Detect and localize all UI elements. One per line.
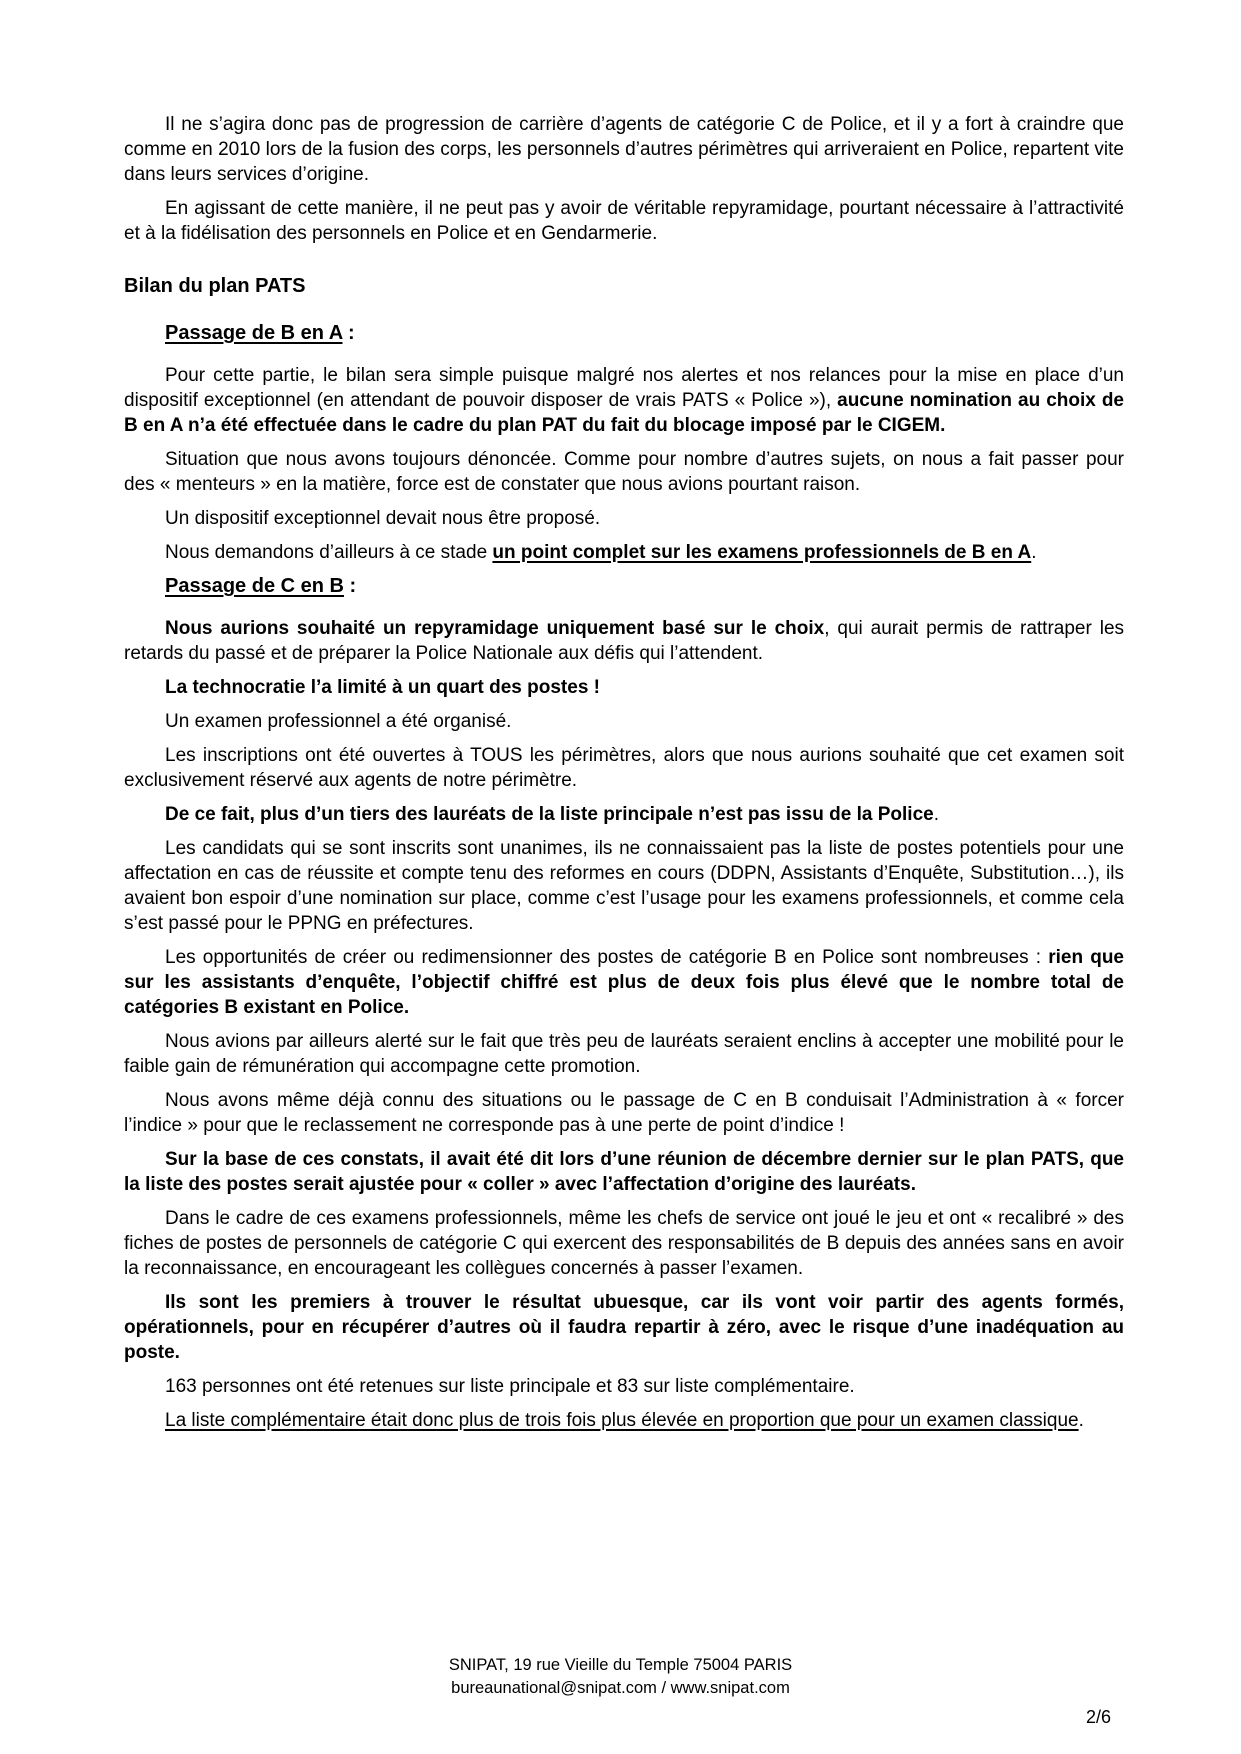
text-run: . bbox=[933, 804, 940, 825]
page-number: 2/6 bbox=[1085, 1707, 1111, 1727]
text-run: un point complet sur les examens professionnels de B en A bbox=[492, 542, 1032, 563]
paragraph bbox=[124, 1088, 1124, 1138]
paragraph bbox=[124, 743, 1124, 793]
text-run: En agissant de cette manière, il ne peut pas y avoir de véritable repyramidage, pourtant nécessaire à l’attractivité et à la fidélisation des personnels en Police et en Gendarmerie. bbox=[124, 198, 1124, 244]
text-run: : bbox=[343, 575, 357, 597]
text-run: Pour cette partie, le bilan sera simple puisque malgré nos alertes et nos relances pour la mise en place d’un dispositif exceptionnel (en attendant de pouvoir disposer de vrais PATS « Police »), bbox=[124, 365, 1124, 411]
page-footer bbox=[0, 1654, 1241, 1700]
paragraph bbox=[124, 112, 1124, 187]
paragraph bbox=[124, 802, 1124, 827]
text-run: . bbox=[1031, 542, 1037, 563]
paragraph bbox=[124, 447, 1124, 497]
sub-heading bbox=[124, 321, 1124, 346]
text-run: Nous avions par ailleurs alerté sur le fait que très peu de lauréats seraient enclins à accepter une mobilité pour le faible gain de rémunération qui accompagne cette promotion. bbox=[124, 1031, 1124, 1077]
paragraph bbox=[124, 675, 1124, 700]
text-run: Un examen professionnel a été organisé. bbox=[165, 711, 512, 732]
text-run: Nous demandons d’ailleurs à ce stade bbox=[165, 542, 493, 563]
text-run: Les inscriptions ont été ouvertes à TOUS les périmètres, alors que nous aurions souhaité que cet examen soit exclusivement réservé aux agents de notre périmètre. bbox=[124, 745, 1124, 791]
paragraph bbox=[124, 506, 1124, 531]
text-run: Passage de C en B bbox=[165, 575, 344, 597]
text-run: Sur la base de ces constats, il avait été dit lors d’une réunion de décembre dernier sur le plan PATS, que la liste des postes serait ajustée pour « coller » avec l’affectation d’origine des lauréats. bbox=[124, 1149, 1124, 1195]
paragraph bbox=[124, 196, 1124, 246]
text-run: aucune nomination au choix de B en A n’a été effectuée dans le cadre du plan PAT du fait du blocage imposé par le CIGEM. bbox=[124, 390, 1124, 436]
text-run: . bbox=[1078, 1410, 1084, 1431]
paragraph bbox=[124, 836, 1124, 936]
text-run: Bilan du plan PATS bbox=[124, 275, 306, 297]
paragraph bbox=[124, 1374, 1124, 1399]
footer-contact: bureaunational@snipat.com / www.snipat.com bbox=[451, 1679, 790, 1697]
text-run: rien que sur les assistants d’enquête, l’objectif chiffré est plus de deux fois plus élevé que le nombre total de catégories B existant en Police. bbox=[124, 947, 1124, 1018]
text-run: La technocratie l’a limité à un quart des postes ! bbox=[165, 677, 600, 698]
section-heading bbox=[124, 274, 1124, 299]
paragraph bbox=[124, 1147, 1124, 1197]
footer-address: SNIPAT, 19 rue Vieille du Temple 75004 PARIS bbox=[448, 1656, 793, 1674]
text-run: Un dispositif exceptionnel devait nous être proposé. bbox=[165, 508, 601, 529]
text-run: La liste complémentaire était donc plus de trois fois plus élevée en proportion que pour un examen classique bbox=[165, 1410, 1079, 1431]
text-run: Passage de B en A bbox=[165, 322, 343, 344]
paragraph bbox=[124, 945, 1124, 1020]
paragraph bbox=[124, 540, 1124, 565]
text-run: , qui aurait permis de rattraper les retards du passé et de préparer la Police Nationale aux défis qui l’attendent. bbox=[124, 618, 1125, 664]
text-run: De ce fait, plus d’un tiers des lauréats de la liste principale n’est pas issu de la Police bbox=[165, 804, 934, 825]
text-run: 163 personnes ont été retenues sur liste principale et 83 sur liste complémentaire. bbox=[165, 1376, 855, 1397]
text-run: Situation que nous avons toujours dénoncée. Comme pour nombre d’autres sujets, on nous a fait passer pour des « menteurs » en la matière, force est de constater que nous avions pourtant raison. bbox=[124, 449, 1124, 495]
paragraph bbox=[124, 709, 1124, 734]
text-run: Il ne s’agira donc pas de progression de carrière d’agents de catégorie C de Police, et il y a fort à craindre que comme en 2010 lors de la fusion des corps, les personnels d’autres périmètres qui arriveraient en Police, repartent vite dans leurs services d’origine. bbox=[124, 114, 1124, 185]
text-run: Nous avons même déjà connu des situations ou le passage de C en B conduisait l’Administration à « forcer l’indice » pour que le reclassement ne corresponde pas à une perte de point d’indice ! bbox=[124, 1090, 1124, 1136]
paragraph bbox=[124, 1408, 1124, 1433]
text-run: : bbox=[342, 322, 355, 344]
text-run: Nous aurions souhaité un repyramidage uniquement basé sur le choix bbox=[165, 618, 825, 639]
paragraph bbox=[124, 363, 1124, 438]
paragraph bbox=[124, 616, 1124, 666]
text-run: Ils sont les premiers à trouver le résultat ubuesque, car ils vont voir partir des agents formés, opérationnels, pour en récupérer d’autres où il faudra repartir à zéro, avec le risque d’une inadéquation au poste. bbox=[124, 1292, 1124, 1363]
paragraph bbox=[124, 1206, 1124, 1281]
paragraph bbox=[124, 1290, 1124, 1365]
text-run: Les candidats qui se sont inscrits sont unanimes, ils ne connaissaient pas la liste de postes potentiels pour une affectation en cas de réussite et compte tenu des reformes en cours (DDPN, Assistants d’Enquête, Substitution…), ils avaient bon espoir d’une nomination sur place, comme c’est l’usage pour les examens professionnels, et comme cela s’est passé pour le PPNG en préfectures. bbox=[124, 838, 1124, 934]
text-run: Les opportunités de créer ou redimensionner des postes de catégorie B en Police sont nombreuses : bbox=[165, 947, 1049, 968]
document-body bbox=[124, 112, 1124, 1442]
paragraph bbox=[124, 1029, 1124, 1079]
sub-heading bbox=[124, 574, 1124, 599]
text-run: Dans le cadre de ces examens professionnels, même les chefs de service ont joué le jeu et ont « recalibré » des fiches de postes de personnels de catégorie C qui exercent des responsabilités de B depuis des années sans en avoir la reconnaissance, en encourageant les collègues concernés à passer l’examen. bbox=[124, 1208, 1124, 1279]
